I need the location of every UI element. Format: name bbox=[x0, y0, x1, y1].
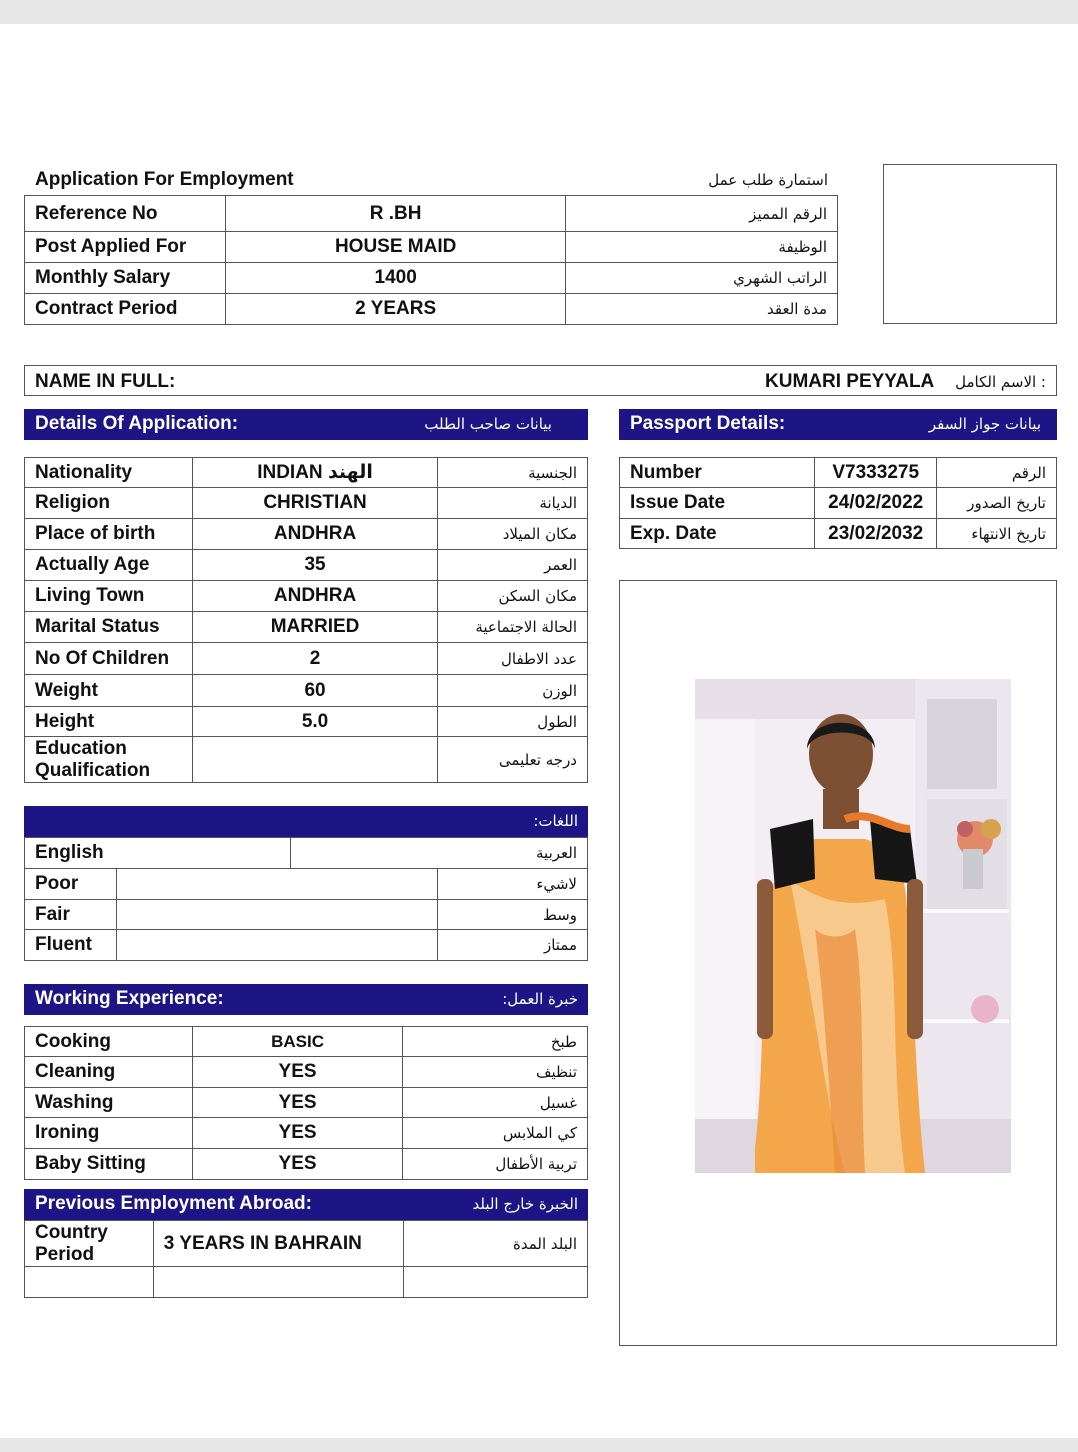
children-value: 2 bbox=[192, 643, 437, 675]
washing-value: YES bbox=[192, 1088, 402, 1118]
photo-placeholder-box bbox=[883, 164, 1057, 324]
table-row bbox=[25, 612, 588, 643]
children-label-arabic: عدد الاطفال bbox=[438, 643, 588, 675]
salary-label-arabic: الراتب الشهري bbox=[566, 263, 838, 294]
height-label: Height bbox=[25, 707, 193, 737]
weight-label-arabic: الوزن bbox=[438, 675, 588, 707]
reference-value: R .BH bbox=[225, 196, 565, 232]
issue-date-label-arabic: تاريخ الصدور bbox=[937, 488, 1057, 519]
poor-value bbox=[116, 869, 437, 900]
period-label: Period bbox=[35, 1243, 95, 1265]
abroad-table bbox=[24, 1220, 588, 1298]
table-row bbox=[25, 1027, 588, 1057]
table-row bbox=[25, 1088, 588, 1118]
cooking-label: Cooking bbox=[25, 1027, 193, 1057]
expiry-date-value: 23/02/2032 bbox=[815, 519, 937, 549]
birthplace-value: ANDHRA bbox=[192, 519, 437, 550]
details-table bbox=[24, 457, 588, 783]
education-value bbox=[192, 737, 437, 783]
abroad-value: 3 YEARS IN BAHRAIN bbox=[153, 1221, 403, 1267]
washing-label: Washing bbox=[25, 1088, 193, 1118]
nationality-label-arabic: الجنسية bbox=[438, 458, 588, 488]
passport-title-arabic: بيانات جواز السفر bbox=[928, 415, 1041, 433]
birthplace-label-arabic: مكان الميلاد bbox=[438, 519, 588, 550]
table-row bbox=[25, 737, 588, 783]
details-title-arabic: بيانات صاحب الطلب bbox=[424, 415, 552, 433]
passport-number-value: V7333275 bbox=[815, 458, 937, 488]
cleaning-label-arabic: تنظيف bbox=[403, 1057, 588, 1088]
living-town-value: ANDHRA bbox=[192, 581, 437, 612]
empty-cell bbox=[153, 1267, 403, 1298]
religion-label-arabic: الديانة bbox=[438, 488, 588, 519]
nationality-label: Nationality bbox=[25, 458, 193, 488]
applicant-photo bbox=[695, 679, 1011, 1173]
english-label-arabic: العربية bbox=[290, 838, 587, 869]
empty-cell bbox=[403, 1267, 587, 1298]
experience-title-arabic: خبرة العمل: bbox=[502, 990, 578, 1008]
living-town-label: Living Town bbox=[25, 581, 193, 612]
table-row bbox=[25, 1149, 588, 1180]
languages-table bbox=[24, 837, 588, 961]
application-form bbox=[0, 24, 1078, 1438]
age-value: 35 bbox=[192, 550, 437, 581]
details-title: Details Of Application: bbox=[35, 413, 239, 434]
table-row bbox=[25, 675, 588, 707]
passport-number-label: Number bbox=[620, 458, 815, 488]
empty-cell bbox=[25, 1267, 154, 1298]
poor-label-arabic: لاشيء bbox=[438, 869, 588, 900]
contract-label-arabic: مدة العقد bbox=[566, 294, 838, 325]
passport-header bbox=[619, 409, 1057, 440]
passport-number-label-arabic: الرقم bbox=[937, 458, 1057, 488]
country-label: Country bbox=[35, 1221, 108, 1243]
contract-value: 2 YEARS bbox=[225, 294, 565, 325]
languages-title-arabic: اللغات: bbox=[533, 812, 578, 830]
issue-date-value: 24/02/2022 bbox=[815, 488, 937, 519]
birthplace-label: Place of birth bbox=[25, 519, 193, 550]
passport-title: Passport Details: bbox=[630, 413, 786, 434]
name-row bbox=[24, 365, 1057, 396]
table-row bbox=[25, 1057, 588, 1088]
table-row bbox=[25, 1221, 588, 1267]
living-town-label-arabic: مكان السكن bbox=[438, 581, 588, 612]
cooking-value: BASIC bbox=[192, 1027, 402, 1057]
education-label-line1: Education bbox=[35, 737, 127, 759]
fair-value bbox=[116, 900, 437, 930]
table-row bbox=[25, 1118, 588, 1149]
fluent-label: Fluent bbox=[25, 930, 117, 961]
table-row bbox=[25, 294, 838, 325]
country-period-label bbox=[25, 1221, 154, 1267]
passport-table bbox=[619, 457, 1057, 549]
fluent-value bbox=[116, 930, 437, 961]
baby-sitting-label-arabic: تربية الأطفال bbox=[403, 1149, 588, 1180]
children-label: No Of Children bbox=[25, 643, 193, 675]
abroad-header bbox=[24, 1189, 588, 1220]
table-row bbox=[25, 263, 838, 294]
table-row bbox=[25, 838, 588, 869]
english-label: English bbox=[25, 838, 291, 869]
table-row bbox=[25, 930, 588, 961]
table-row bbox=[620, 519, 1057, 549]
ironing-label-arabic: كي الملابس bbox=[403, 1118, 588, 1149]
experience-header bbox=[24, 984, 588, 1015]
table-row bbox=[25, 869, 588, 900]
religion-value: CHRISTIAN bbox=[192, 488, 437, 519]
baby-sitting-label: Baby Sitting bbox=[25, 1149, 193, 1180]
table-row bbox=[25, 196, 838, 232]
education-label-line2: Qualification bbox=[35, 759, 151, 781]
fluent-label-arabic: ممتاز bbox=[438, 930, 588, 961]
header-table bbox=[24, 195, 838, 325]
table-row bbox=[25, 550, 588, 581]
table-row bbox=[25, 458, 588, 488]
height-value: 5.0 bbox=[192, 707, 437, 737]
salary-value: 1400 bbox=[225, 263, 565, 294]
nationality-value: INDIAN الهند bbox=[192, 458, 437, 488]
post-label: Post Applied For bbox=[25, 232, 226, 263]
reference-label: Reference No bbox=[25, 196, 226, 232]
table-row bbox=[25, 488, 588, 519]
ironing-label: Ironing bbox=[25, 1118, 193, 1149]
baby-sitting-value: YES bbox=[192, 1149, 402, 1180]
table-row bbox=[25, 707, 588, 737]
cooking-label-arabic: طبخ bbox=[403, 1027, 588, 1057]
experience-table bbox=[24, 1026, 588, 1180]
education-label-arabic: درجه تعليمى bbox=[438, 737, 588, 783]
expiry-date-label: Exp. Date bbox=[620, 519, 815, 549]
education-label bbox=[25, 737, 193, 783]
abroad-label-arabic: البلد المدة bbox=[403, 1221, 587, 1267]
fair-label-arabic: وسط bbox=[438, 900, 588, 930]
name-label: NAME IN FULL: bbox=[35, 371, 176, 392]
form-title-arabic: استمارة طلب عمل bbox=[708, 171, 828, 189]
name-label-arabic: : الاسم الكامل bbox=[955, 373, 1046, 391]
table-row bbox=[25, 519, 588, 550]
religion-label: Religion bbox=[25, 488, 193, 519]
table-row bbox=[25, 581, 588, 612]
ironing-value: YES bbox=[192, 1118, 402, 1149]
age-label: Actually Age bbox=[25, 550, 193, 581]
height-label-arabic: الطول bbox=[438, 707, 588, 737]
languages-header bbox=[24, 806, 588, 837]
washing-label-arabic: غسيل bbox=[403, 1088, 588, 1118]
fair-label: Fair bbox=[25, 900, 117, 930]
cleaning-value: YES bbox=[192, 1057, 402, 1088]
post-label-arabic: الوظيفة bbox=[566, 232, 838, 263]
post-value: HOUSE MAID bbox=[225, 232, 565, 263]
details-header bbox=[24, 409, 588, 440]
issue-date-label: Issue Date bbox=[620, 488, 815, 519]
table-row bbox=[25, 900, 588, 930]
salary-label: Monthly Salary bbox=[25, 263, 226, 294]
cleaning-label: Cleaning bbox=[25, 1057, 193, 1088]
age-label-arabic: العمر bbox=[438, 550, 588, 581]
marital-status-value: MARRIED bbox=[192, 612, 437, 643]
weight-label: Weight bbox=[25, 675, 193, 707]
weight-value: 60 bbox=[192, 675, 437, 707]
form-title: Application For Employment bbox=[35, 169, 294, 190]
contract-label: Contract Period bbox=[25, 294, 226, 325]
poor-label: Poor bbox=[25, 869, 117, 900]
marital-status-label: Marital Status bbox=[25, 612, 193, 643]
table-row bbox=[620, 488, 1057, 519]
table-row bbox=[25, 643, 588, 675]
table-row bbox=[25, 232, 838, 263]
expiry-date-label-arabic: تاريخ الانتهاء bbox=[937, 519, 1057, 549]
abroad-title: Previous Employment Abroad: bbox=[35, 1193, 312, 1214]
name-value: KUMARI PEYYALA bbox=[765, 371, 935, 392]
abroad-title-arabic: الخبرة خارج البلد bbox=[472, 1195, 578, 1213]
marital-status-label-arabic: الحالة الاجتماعية bbox=[438, 612, 588, 643]
reference-label-arabic: الرقم المميز bbox=[566, 196, 838, 232]
table-row bbox=[25, 1267, 588, 1298]
experience-title: Working Experience: bbox=[35, 988, 224, 1009]
table-row bbox=[620, 458, 1057, 488]
